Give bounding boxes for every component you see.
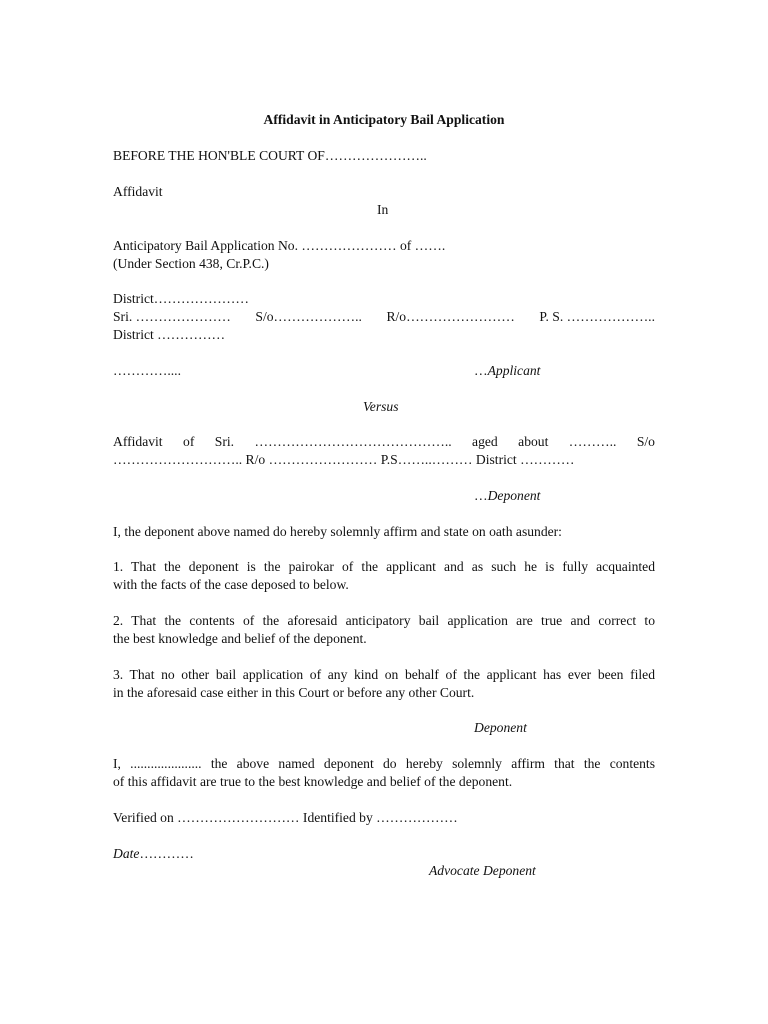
para2-line1: 2. That the contents of the aforesaid anticipatory bail application are true and correct to bbox=[113, 613, 655, 628]
affidavit-label: Affidavit bbox=[113, 184, 163, 199]
age-dots: ……….. bbox=[568, 434, 617, 449]
sri-line bbox=[113, 308, 655, 326]
affidavit-of-line bbox=[113, 433, 655, 451]
para1-line2: with the facts of the case deposed to below. bbox=[113, 577, 349, 592]
aged-word: aged bbox=[472, 434, 498, 449]
affidavit-of-line-2: ……………………….. R/o …………………… P.S……..……… District ………… bbox=[113, 452, 575, 467]
section-reference: (Under Section 438, Cr.P.C.) bbox=[113, 256, 269, 271]
verified-line: Verified on ……………………… Identified by ……………… bbox=[113, 810, 458, 825]
in-label: In bbox=[377, 202, 389, 217]
name-dots: …………………………………….. bbox=[254, 434, 452, 449]
court-line: BEFORE THE HON'BLE COURT OF………………….. bbox=[113, 148, 427, 163]
so-field: S/o……………….. bbox=[255, 309, 362, 324]
ro-field: R/o…………………… bbox=[386, 309, 515, 324]
affidavit-word: Affidavit bbox=[113, 434, 163, 449]
about-word: about bbox=[518, 434, 549, 449]
date-dots: ………… bbox=[139, 846, 194, 861]
applicant-label: Applicant bbox=[487, 363, 541, 378]
verification-line2: of this affidavit are true to the best knowledge and belief of the deponent. bbox=[113, 774, 513, 789]
para3-line2: in the aforesaid case either in this Court or before any other Court. bbox=[113, 685, 475, 700]
so-word: S/o bbox=[636, 434, 655, 449]
para3-line1: 3. That no other bail application of any kind on behalf of the applicant has ever been filed bbox=[113, 667, 655, 682]
applicant-dots: ………….... bbox=[113, 363, 181, 378]
district-line: District………………… bbox=[113, 291, 249, 306]
applicant-label-line bbox=[474, 362, 654, 380]
document-title: Affidavit in Anticipatory Bail Application bbox=[263, 112, 505, 127]
intro-statement: I, the deponent above named do hereby solemnly affirm and state on oath asunder: bbox=[113, 524, 562, 539]
sri-word: Sri. bbox=[214, 434, 235, 449]
date-line bbox=[113, 845, 655, 863]
application-number: Anticipatory Bail Application No. ………………… of ……. bbox=[113, 238, 446, 253]
versus-label: Versus bbox=[363, 399, 399, 414]
deponent-prefix: … bbox=[474, 488, 488, 503]
verification-line1: I, ..................... the above named deponent do hereby solemnly affirm that the contents bbox=[113, 756, 655, 771]
para2-line2: the best knowledge and belief of the deponent. bbox=[113, 631, 367, 646]
deponent-label-line bbox=[474, 487, 654, 505]
district-line-2: District …………… bbox=[113, 327, 226, 342]
of-word: of bbox=[183, 434, 195, 449]
para1-line1: 1. That the deponent is the pairokar of the applicant and as such he is fully acquainted bbox=[113, 559, 655, 574]
deponent-label-2: Deponent bbox=[474, 720, 527, 735]
advocate-deponent-label: Advocate Deponent bbox=[429, 863, 536, 878]
date-label: Date bbox=[113, 846, 140, 861]
deponent-label: Deponent bbox=[487, 488, 541, 503]
sri-field: Sri. ………………… bbox=[113, 309, 231, 324]
applicant-prefix: … bbox=[474, 363, 488, 378]
ps-field: P. S. ……………….. bbox=[539, 309, 655, 324]
